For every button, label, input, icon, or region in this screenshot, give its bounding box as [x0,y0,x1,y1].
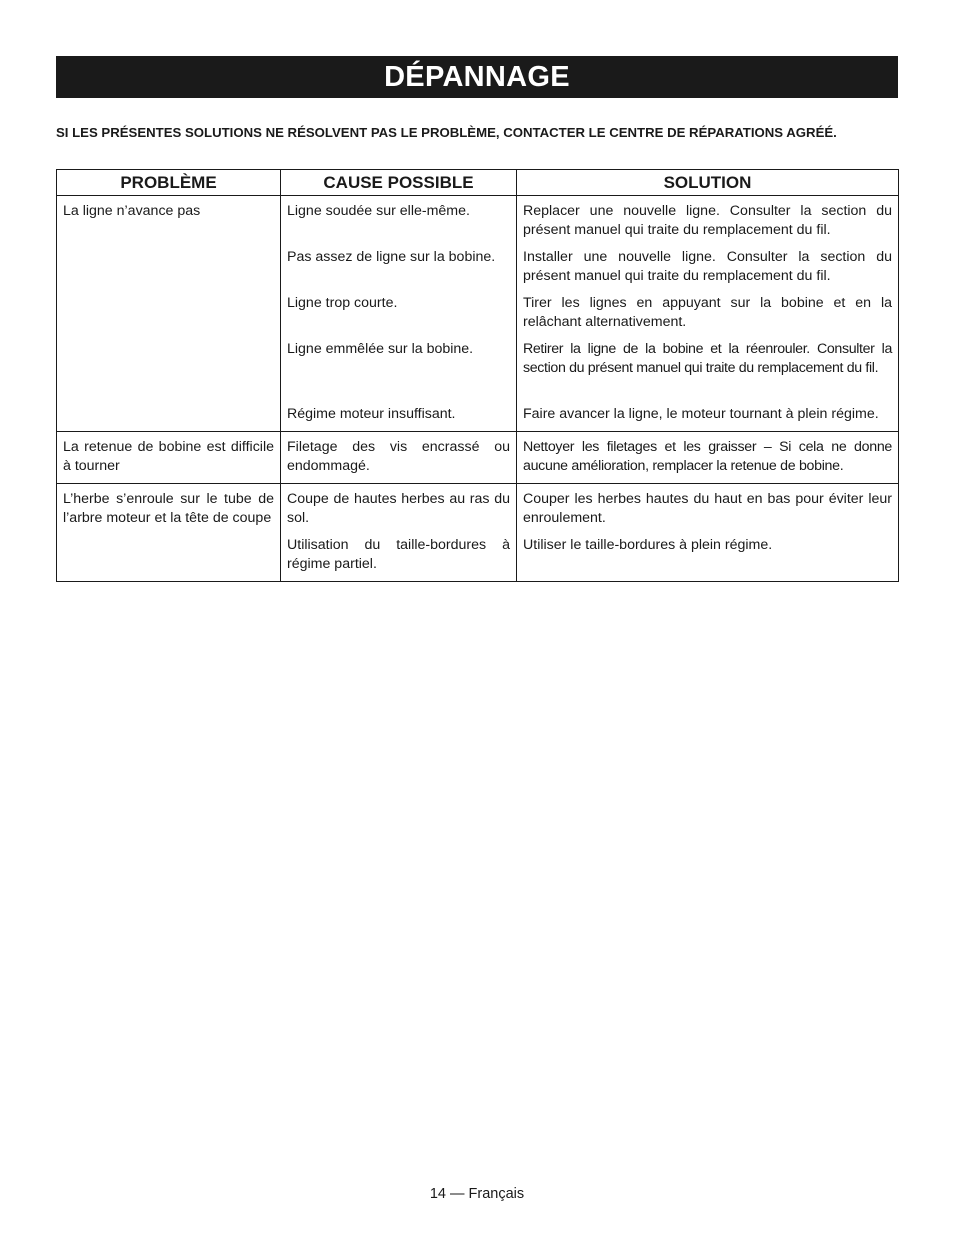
solution-text: Retirer la ligne de la bobine et la réenrouler. Consulter la section du présent manuel qui traite du remplacement du fil. [523,341,892,376]
cause-cell [281,484,517,582]
page-title: DÉPANNAGE [56,56,898,98]
cause-text: Ligne soudée sur elle-même. [287,203,470,219]
solution-cell [517,196,899,432]
problem-cell [57,196,281,432]
cause-text: Pas assez de ligne sur la bobine. [287,249,496,265]
problem-text: L’herbe s’enroule sur le tube de l’arbre moteur et la tête de coupe [63,491,274,526]
notice-text: SI LES PRÉSENTES SOLUTIONS NE RÉSOLVENT PAS LE PROBLÈME, CONTACTER LE CENTRE DE RÉPARATIONS AGRÉÉ. [56,125,837,140]
solution-text: Replacer une nouvelle ligne. Consulter la section du présent manuel qui traite du remplacement du fil. [523,203,892,238]
solution-text: Utiliser le taille-bordures à plein régime. [523,537,773,553]
cause-text: Filetage des vis encrassé ou endommagé. [287,439,510,474]
cause-cell [281,432,517,484]
problem-text: La retenue de bobine est difficile à tourner [63,439,274,474]
header-problem: PROBLÈME [57,170,281,196]
page-footer: 14 — Français [429,1186,525,1202]
cause-text: Utilisation du taille-bordures à régime partiel. [287,537,510,572]
solution-text: Installer une nouvelle ligne. Consulter la section du présent manuel qui traite du remplacement du fil. [523,249,892,284]
cause-cell [281,196,517,432]
table-row [57,484,899,582]
solution-cell [517,432,899,484]
header-solution: SOLUTION [517,170,899,196]
cause-text: Ligne trop courte. [287,295,398,311]
solution-text: Tirer les lignes en appuyant sur la bobine et en la relâchant alternativement. [523,295,892,330]
cause-text: Coupe de hautes herbes au ras du sol. [287,491,510,526]
table-row [57,196,899,432]
problem-text: La ligne n’avance pas [63,203,201,219]
cause-text: Ligne emmêlée sur la bobine. [287,341,474,357]
solution-cell [517,484,899,582]
problem-cell [57,432,281,484]
solution-text: Faire avancer la ligne, le moteur tournant à plein régime. [523,406,879,422]
header-cause: CAUSE POSSIBLE [281,170,517,196]
solution-text: Couper les herbes hautes du haut en bas pour éviter leur enroulement. [523,491,892,526]
table-header-row [57,170,899,196]
troubleshooting-table [56,169,899,582]
table-row [57,432,899,484]
cause-text: Régime moteur insuffisant. [287,406,456,422]
problem-cell [57,484,281,582]
solution-text: Nettoyer les filetages et les graisser – Si cela ne donne aucune amélioration, remplacer la retenue de bobine. [523,439,892,474]
